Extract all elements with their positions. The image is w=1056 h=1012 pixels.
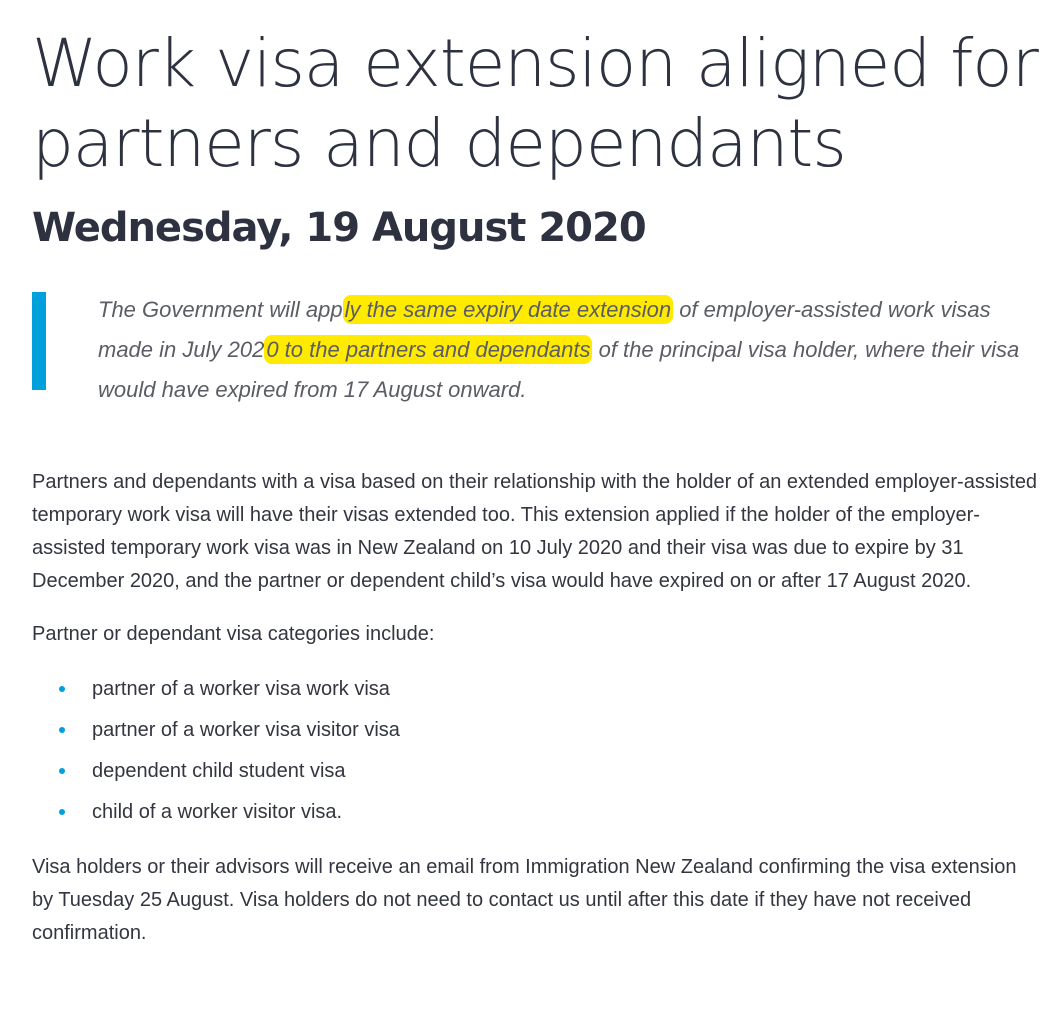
list-item [32,710,1042,751]
body-paragraph-categories-intro: Partner or dependant visa categories include: [32,623,435,645]
highlighted-text: 0 to the partners and dependants [266,337,591,362]
bullet-icon [59,809,65,815]
quote-text-part: of employer-assisted work visas made in July 202 [98,297,991,362]
highlighted-text: ly the same expiry date extension [344,297,672,322]
list-item [32,669,1042,710]
page-title: Work visa extension aligned for partners and dependants [32,25,1038,182]
quote-text-part: The Government will app [98,297,343,322]
article [32,0,1042,950]
list-item-label: child of a worker visitor visa. [92,801,343,823]
list-item [32,751,1042,792]
bullet-icon [59,768,65,774]
visa-categories-list [32,669,1042,833]
bullet-icon [59,686,65,692]
publish-date: Wednesday, 19 August 2020 [32,205,646,251]
list-item-label: dependent child student visa [92,760,346,782]
body-paragraph-confirmation: Visa holders or their advisors will receive an email from Immigration New Zealand confirming the visa extension by Tuesday 25 August. Visa holders do not need to contact us until after this date if they have not received confirmation. [32,856,1017,944]
quote-text [98,290,1042,410]
quote-text-part: of the principal visa holder, where their visa would have expired from 17 August onward. [98,337,1020,402]
list-item-label: partner of a worker visa visitor visa [92,719,400,741]
bullet-icon [59,727,65,733]
body-paragraph-extension-details: Partners and dependants with a visa based on their relationship with the holder of an extended employer-assisted temporary work visa will have their visas extended too. This extension applied if the holder of the employer-assisted temporary work visa was in New Zealand on 10 July 2020 and their visa was due to expire by 31 December 2020, and the partner or dependent child’s visa would have expired on or after 17 August 2020. [32,471,1038,592]
summary-blockquote [32,290,1042,402]
list-item-label: partner of a worker visa work visa [92,678,390,700]
quote-accent-bar [32,292,46,390]
list-item [32,792,1042,833]
